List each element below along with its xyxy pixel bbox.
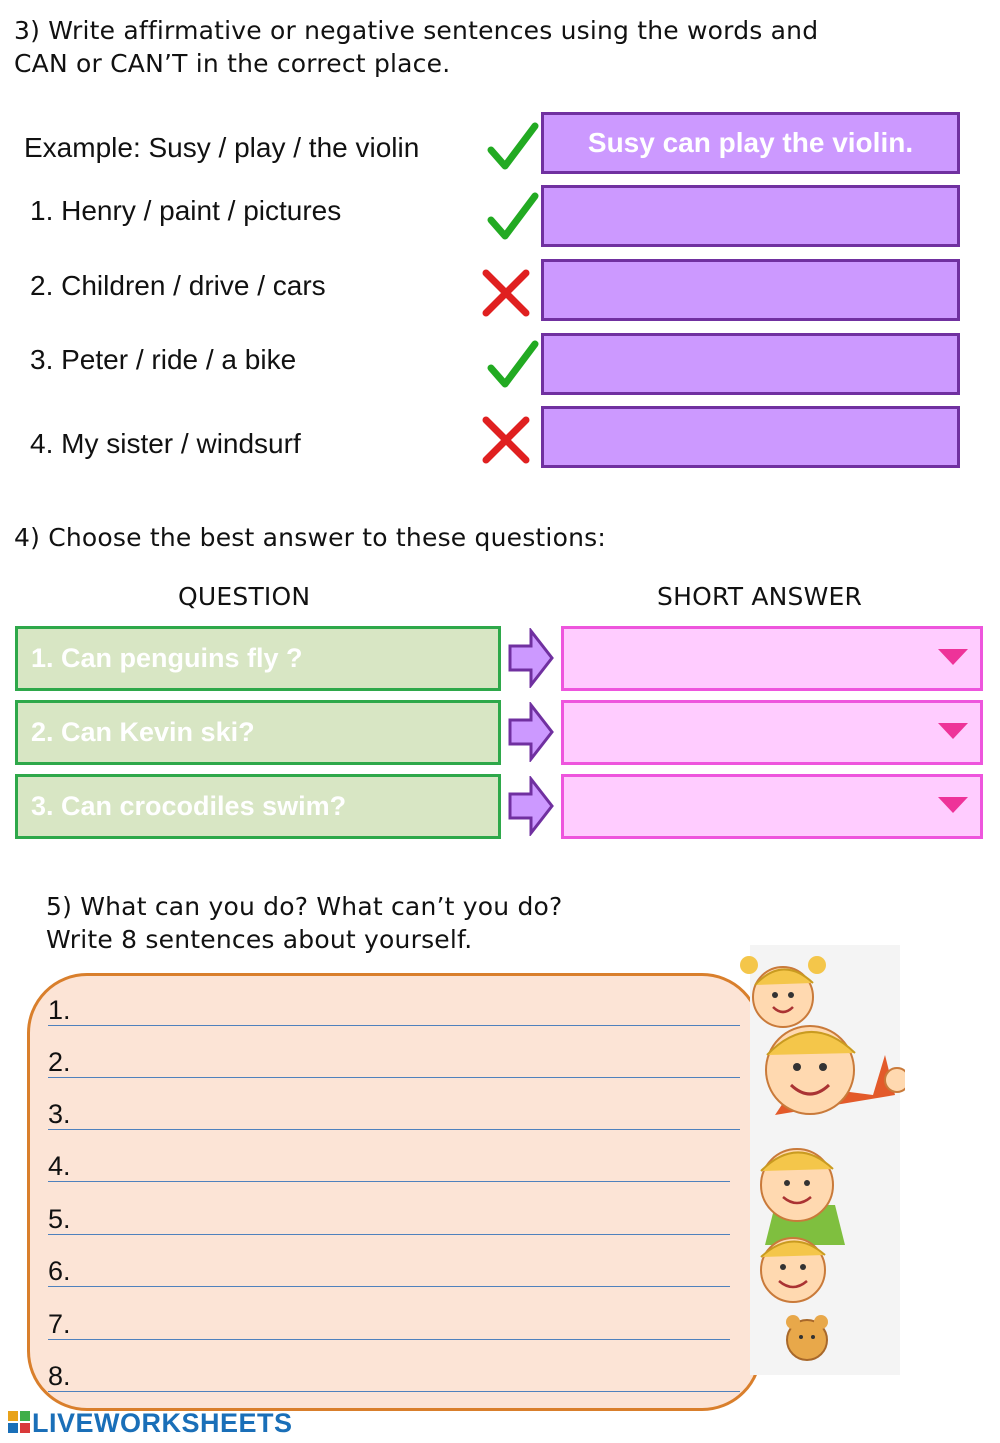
answer-1-dropdown[interactable] bbox=[561, 626, 983, 691]
line-number: 6. bbox=[48, 1256, 71, 1286]
logo-text: LIVEWORKSHEETS bbox=[32, 1407, 293, 1438]
line-number: 2. bbox=[48, 1047, 71, 1077]
cross-icon bbox=[478, 265, 534, 321]
question-3-text: 3. Can crocodiles swim? bbox=[31, 791, 347, 821]
dropdown-caret-icon bbox=[936, 794, 970, 816]
line-number: 1. bbox=[48, 995, 71, 1025]
item-4-prompt: 4. My sister / windsurf bbox=[30, 428, 301, 459]
check-icon bbox=[485, 336, 541, 392]
item-1-answer-input[interactable] bbox=[541, 185, 960, 247]
writing-line-8[interactable] bbox=[48, 1352, 740, 1392]
short-answer-header: SHORT ANSWER bbox=[657, 582, 863, 611]
question-2-text: 2. Can Kevin ski? bbox=[31, 717, 255, 747]
liveworksheets-logo[interactable] bbox=[8, 1408, 293, 1438]
cross-icon bbox=[478, 412, 534, 468]
arrow-right-icon bbox=[507, 628, 555, 688]
arrow-right-icon bbox=[507, 702, 555, 762]
question-1 bbox=[15, 626, 501, 691]
writing-line-7[interactable] bbox=[48, 1300, 730, 1340]
example-answer-text: Susy can play the violin. bbox=[587, 127, 914, 158]
question-2 bbox=[15, 700, 501, 765]
item-1-prompt: 1. Henry / paint / pictures bbox=[30, 195, 342, 226]
section-3-instruction-line-1: 3) Write affirmative or negative sentences using the words and bbox=[14, 16, 819, 45]
item-2-prompt: 2. Children / drive / cars bbox=[30, 270, 326, 301]
question-header: QUESTION bbox=[178, 582, 311, 611]
question-3 bbox=[15, 774, 501, 839]
writing-line-6[interactable] bbox=[48, 1247, 730, 1287]
section-5-instruction-line-2: Write 8 sentences about yourself. bbox=[46, 925, 473, 954]
writing-line-2[interactable] bbox=[48, 1038, 740, 1078]
question-1-text: 1. Can penguins fly ? bbox=[31, 643, 303, 673]
line-number: 7. bbox=[48, 1309, 71, 1339]
section-5-instruction-line-1: 5) What can you do? What can’t you do? bbox=[46, 892, 563, 921]
arrow-right-icon bbox=[507, 776, 555, 836]
line-number: 3. bbox=[48, 1099, 71, 1129]
dropdown-caret-icon bbox=[936, 646, 970, 668]
check-icon bbox=[485, 188, 541, 244]
item-2-answer-input[interactable] bbox=[541, 259, 960, 321]
section-5-instruction bbox=[46, 890, 563, 956]
line-number: 4. bbox=[48, 1151, 71, 1181]
example-prompt: Example: Susy / play / the violin bbox=[24, 132, 420, 163]
writing-line-5[interactable] bbox=[48, 1195, 730, 1235]
section-3-instruction-line-2: CAN or CAN’T in the correct place. bbox=[14, 49, 451, 78]
item-3-answer-input[interactable] bbox=[541, 333, 960, 395]
section-3-instruction bbox=[14, 14, 818, 80]
item-3-prompt: 3. Peter / ride / a bike bbox=[30, 344, 297, 375]
dropdown-caret-icon bbox=[936, 720, 970, 742]
line-number: 5. bbox=[48, 1204, 71, 1234]
kid-4-face bbox=[761, 1238, 825, 1302]
teddy-icon bbox=[786, 1315, 828, 1360]
answer-2-dropdown[interactable] bbox=[561, 700, 983, 765]
check-icon bbox=[485, 118, 541, 174]
writing-line-1[interactable] bbox=[48, 986, 740, 1026]
answer-3-dropdown[interactable] bbox=[561, 774, 983, 839]
example-answer-box bbox=[541, 112, 960, 174]
line-number: 8. bbox=[48, 1361, 71, 1391]
kids-illustration bbox=[735, 945, 905, 1375]
item-4-answer-input[interactable] bbox=[541, 406, 960, 468]
writing-line-4[interactable] bbox=[48, 1142, 730, 1182]
section-4-instruction: 4) Choose the best answer to these questions: bbox=[14, 523, 606, 552]
logo-grid-icon bbox=[8, 1411, 32, 1435]
writing-line-3[interactable] bbox=[48, 1090, 740, 1130]
